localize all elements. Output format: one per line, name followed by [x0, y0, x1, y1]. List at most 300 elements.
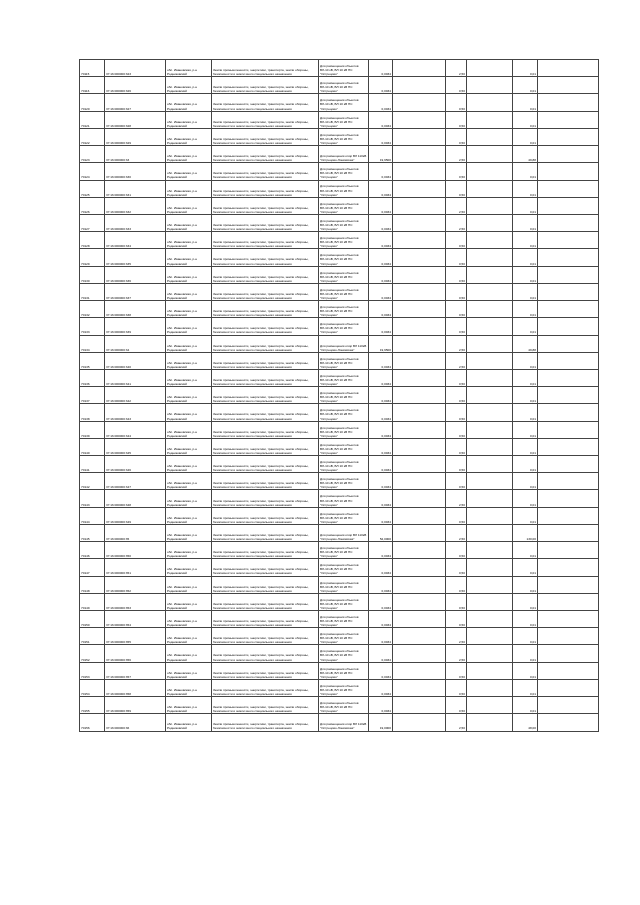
table-row [80, 197, 599, 214]
table-row [80, 146, 599, 163]
permitted-use: Для размещения объектов ВЛ-10 кВ, ВЛ 10 кВ ПС "Острецово" [319, 214, 369, 231]
row-number: 70120 [80, 94, 105, 111]
empty-cell [538, 163, 599, 180]
table-row [80, 352, 599, 369]
row-number: 70155 [80, 697, 105, 714]
rate-value: 0,50 [446, 249, 467, 266]
location: обл. Ивановская, р-н Родниковский [166, 438, 212, 455]
rate-value: 0,50 [446, 404, 467, 421]
table-row [80, 593, 599, 610]
rate-value: 0,50 [446, 128, 467, 145]
empty-cell [538, 77, 599, 94]
rate-value: 0,50 [446, 438, 467, 455]
table-row [80, 180, 599, 197]
empty-cell [393, 180, 446, 197]
permitted-use: Для размещения объектов ВЛ-10 кВ, ВЛ 10 кВ ПС "Острецово" [319, 128, 369, 145]
empty-cell [538, 369, 599, 386]
empty-cell [393, 645, 446, 662]
land-category: Земли промышленности, энергетики, транспорта, земли обороны, безопасности и земли иного специального назначения [212, 369, 319, 386]
permitted-use: Для размещения объектов ВЛ-10 кВ, ВЛ 10 кВ ПС "Острецово" [319, 318, 369, 335]
rate-value: 2,50 [446, 524, 467, 541]
land-category: Земли промышленности, энергетики, транспорта, земли обороны, безопасности и земли иного специального назначения [212, 335, 319, 352]
empty-cell [393, 60, 446, 77]
empty-cell [538, 232, 599, 249]
rate-value: 2,50 [446, 714, 467, 731]
location: обл. Ивановская, р-н Родниковский [166, 576, 212, 593]
sum-value: 0,01 [513, 369, 538, 386]
area-value: 0,0034 [369, 77, 393, 94]
location: обл. Ивановская, р-н Родниковский [166, 180, 212, 197]
rate-value: 0,50 [446, 576, 467, 593]
rate-value: 0,50 [446, 421, 467, 438]
empty-cell [393, 77, 446, 94]
area-value: 0,0034 [369, 111, 393, 128]
row-number: 70154 [80, 679, 105, 696]
cadastral-number: 37:16:000000:348 [105, 490, 166, 507]
row-number: 70152 [80, 645, 105, 662]
cadastral-number: 37:16:000000:340 [105, 352, 166, 369]
empty-cell [538, 628, 599, 645]
cadastral-number: 37:16:000000:33 [105, 146, 166, 163]
cadastral-number: 37:16:000000:337 [105, 283, 166, 300]
sum-value: 0,01 [513, 111, 538, 128]
empty-cell [538, 128, 599, 145]
cadastral-number: 37:16:000000:327 [105, 94, 166, 111]
empty-cell [393, 232, 446, 249]
empty-cell [538, 111, 599, 128]
cadastral-number: 37:16:000000:358 [105, 679, 166, 696]
empty-cell [467, 473, 513, 490]
location: обл. Ивановская, р-н Родниковский [166, 628, 212, 645]
location: обл. Ивановская, р-н Родниковский [166, 662, 212, 679]
table-row [80, 318, 599, 335]
empty-cell [467, 507, 513, 524]
permitted-use: Для размещения объектов ВЛ-10 кВ, ВЛ 10 кВ ПС "Острецово" [319, 111, 369, 128]
land-category: Земли промышленности, энергетики, транспорта, земли обороны, безопасности и земли иного специального назначения [212, 524, 319, 541]
row-number: 70134 [80, 335, 105, 352]
area-value: 0,0034 [369, 128, 393, 145]
empty-cell [538, 438, 599, 455]
location: обл. Ивановская, р-н Родниковский [166, 387, 212, 404]
empty-cell [538, 180, 599, 197]
area-value: 0,0034 [369, 266, 393, 283]
permitted-use: Для размещения объектов ВЛ-10 кВ, ВЛ 10 кВ ПС "Острецово" [319, 628, 369, 645]
location: обл. Ивановская, р-н Родниковский [166, 404, 212, 421]
empty-cell [393, 421, 446, 438]
table-row [80, 697, 599, 714]
cadastral-number: 37:16:000000:36 [105, 714, 166, 731]
table-row [80, 421, 599, 438]
empty-cell [393, 352, 446, 369]
location: обл. Ивановская, р-н Родниковский [166, 232, 212, 249]
row-number: 70141 [80, 456, 105, 473]
area-value: 0,0034 [369, 301, 393, 318]
table-row [80, 456, 599, 473]
area-value: 52,0000 [369, 524, 393, 541]
area-value: 0,0034 [369, 697, 393, 714]
cadastral-number: 37:16:000000:334 [105, 232, 166, 249]
area-value: 0,0034 [369, 421, 393, 438]
area-value: 0,0034 [369, 283, 393, 300]
location: обл. Ивановская, р-н Родниковский [166, 369, 212, 386]
cadastral-number: 37:16:000000:355 [105, 628, 166, 645]
location: обл. Ивановская, р-н Родниковский [166, 645, 212, 662]
empty-cell [393, 456, 446, 473]
empty-cell [467, 576, 513, 593]
sum-value: 49,88 [513, 146, 538, 163]
permitted-use: Для размещения объектов ВЛ-10 кВ, ВЛ 10 кВ ПС "Острецово" [319, 301, 369, 318]
land-category: Земли промышленности, энергетики, транспорта, земли обороны, безопасности и земли иного специального назначения [212, 507, 319, 524]
permitted-use: Для размещения объектов ВЛ-10 кВ, ВЛ 10 кВ ПС "Острецово" [319, 352, 369, 369]
land-category: Земли промышленности, энергетики, транспорта, земли обороны, безопасности и земли иного специального назначения [212, 593, 319, 610]
row-number: 70130 [80, 266, 105, 283]
area-value: 0,0034 [369, 94, 393, 111]
permitted-use: Для размещения объектов ВЛ-10 кВ, ВЛ 10 кВ ПС "Острецово" [319, 438, 369, 455]
area-value: 0,0034 [369, 438, 393, 455]
land-category: Земли промышленности, энергетики, транспорта, земли обороны, безопасности и земли иного специального назначения [212, 628, 319, 645]
rate-value: 0,50 [446, 266, 467, 283]
empty-cell [393, 266, 446, 283]
sum-value: 0,01 [513, 283, 538, 300]
area-value: 0,0034 [369, 542, 393, 559]
row-number: 70156 [80, 714, 105, 731]
land-category: Земли промышленности, энергетики, транспорта, земли обороны, безопасности и земли иного специального назначения [212, 611, 319, 628]
rate-value: 2,50 [446, 197, 467, 214]
empty-cell [393, 404, 446, 421]
empty-cell [467, 611, 513, 628]
rate-value: 0,50 [446, 94, 467, 111]
rate-value: 0,50 [446, 679, 467, 696]
cadastral-number: 37:16:000000:357 [105, 662, 166, 679]
sum-value: 0,01 [513, 576, 538, 593]
rate-value: 0,50 [446, 369, 467, 386]
sum-value: 0,01 [513, 197, 538, 214]
empty-cell [467, 180, 513, 197]
empty-cell [538, 94, 599, 111]
permitted-use: Для размещения объектов ВЛ-10 кВ, ВЛ 10 кВ ПС "Острецово" [319, 662, 369, 679]
area-value: 0,0034 [369, 180, 393, 197]
empty-cell [467, 214, 513, 231]
cadastral-number: 37:16:000000:341 [105, 369, 166, 386]
cadastral-number: 37:16:000000:347 [105, 473, 166, 490]
empty-cell [538, 249, 599, 266]
empty-cell [393, 197, 446, 214]
land-category: Земли промышленности, энергетики, транспорта, земли обороны, безопасности и земли иного специального назначения [212, 60, 319, 77]
rate-value: 2,50 [446, 335, 467, 352]
row-number: 70124 [80, 163, 105, 180]
permitted-use: Для размещения объектов ВЛ-10 кВ, ВЛ 10 кВ ПС "Острецово" [319, 679, 369, 696]
sum-value: 0,01 [513, 662, 538, 679]
land-category: Земли промышленности, энергетики, транспорта, земли обороны, безопасности и земли иного специального назначения [212, 77, 319, 94]
table-row [80, 232, 599, 249]
cadastral-number: 37:16:000000:345 [105, 438, 166, 455]
table-row [80, 266, 599, 283]
empty-cell [393, 679, 446, 696]
location: обл. Ивановская, р-н Родниковский [166, 283, 212, 300]
permitted-use: Для размещения объектов ВЛ-10 кВ, ВЛ 10 кВ ПС "Острецово" [319, 387, 369, 404]
area-value: 0,0034 [369, 249, 393, 266]
row-number: 70121 [80, 111, 105, 128]
row-number: 70148 [80, 576, 105, 593]
permitted-use: Для размещения объектов ВЛ-10 кВ, ВЛ 10 кВ ПС "Острецово" [319, 180, 369, 197]
empty-cell [538, 714, 599, 731]
empty-cell [467, 714, 513, 731]
land-category: Земли промышленности, энергетики, транспорта, земли обороны, безопасности и земли иного специального назначения [212, 301, 319, 318]
empty-cell [467, 679, 513, 696]
cadastral-number: 37:16:000000:335 [105, 249, 166, 266]
location: обл. Ивановская, р-н Родниковский [166, 214, 212, 231]
empty-cell [538, 335, 599, 352]
row-number: 70123 [80, 146, 105, 163]
permitted-use: Для размещения объектов ВЛ-10 кВ, ВЛ 10 кВ ПС "Острецово" [319, 163, 369, 180]
row-number: 70144 [80, 507, 105, 524]
land-registry-table [79, 59, 599, 732]
empty-cell [538, 524, 599, 541]
row-number: 70147 [80, 559, 105, 576]
sum-value: 0,01 [513, 301, 538, 318]
empty-cell [467, 94, 513, 111]
rate-value: 0,50 [446, 77, 467, 94]
empty-cell [538, 214, 599, 231]
rate-value: 0,50 [446, 473, 467, 490]
empty-cell [393, 318, 446, 335]
location: обл. Ивановская, р-н Родниковский [166, 318, 212, 335]
location: обл. Ивановская, р-н Родниковский [166, 249, 212, 266]
land-category: Земли промышленности, энергетики, транспорта, земли обороны, безопасности и земли иного специального назначения [212, 232, 319, 249]
row-number: 70142 [80, 473, 105, 490]
empty-cell [467, 77, 513, 94]
sum-value: 0,01 [513, 438, 538, 455]
cadastral-number: 37:16:000000:349 [105, 507, 166, 524]
land-category: Земли промышленности, энергетики, транспорта, земли обороны, безопасности и земли иного специального назначения [212, 283, 319, 300]
area-value: 0,0034 [369, 197, 393, 214]
empty-cell [393, 697, 446, 714]
table-row [80, 473, 599, 490]
permitted-use: Для размещения объектов ВЛ-10 кВ, ВЛ 10 кВ ПС "Острецово" [319, 283, 369, 300]
land-category: Земли промышленности, энергетики, транспорта, земли обороны, безопасности и земли иного специального назначения [212, 542, 319, 559]
location: обл. Ивановская, р-н Родниковский [166, 335, 212, 352]
row-number: 70127 [80, 214, 105, 231]
rate-value: 0,50 [446, 697, 467, 714]
cadastral-number: 37:16:000000:338 [105, 301, 166, 318]
land-category: Земли промышленности, энергетики, транспорта, земли обороны, безопасности и земли иного специального назначения [212, 473, 319, 490]
cadastral-number: 37:16:000000:359 [105, 697, 166, 714]
table-row [80, 163, 599, 180]
table-row [80, 490, 599, 507]
area-value: 0,0034 [369, 163, 393, 180]
cadastral-number: 37:16:000000:34 [105, 335, 166, 352]
sum-value: 0,01 [513, 611, 538, 628]
row-number: 70135 [80, 352, 105, 369]
table-row [80, 438, 599, 455]
empty-cell [467, 697, 513, 714]
area-value: 19,9500 [369, 335, 393, 352]
empty-cell [467, 301, 513, 318]
cadastral-number: 37:16:000000:352 [105, 576, 166, 593]
table-row [80, 249, 599, 266]
table-row [80, 645, 599, 662]
area-value: 0,0034 [369, 593, 393, 610]
cadastral-number: 37:16:000000:330 [105, 163, 166, 180]
empty-cell [538, 266, 599, 283]
empty-cell [467, 60, 513, 77]
table-row [80, 60, 599, 77]
table-row [80, 542, 599, 559]
permitted-use: Для размещения объектов ВЛ-10 кВ, ВЛ 10 кВ ПС "Острецово" [319, 473, 369, 490]
table-row [80, 387, 599, 404]
permitted-use: Для размещения объектов ВЛ-10 кВ, ВЛ 10 кВ ПС "Острецово" [319, 249, 369, 266]
table-row [80, 301, 599, 318]
empty-cell [538, 387, 599, 404]
rate-value: 0,50 [446, 542, 467, 559]
table-row [80, 507, 599, 524]
registry-page [79, 59, 565, 732]
row-number: 70143 [80, 490, 105, 507]
sum-value: 0,01 [513, 679, 538, 696]
empty-cell [393, 214, 446, 231]
empty-cell [393, 163, 446, 180]
sum-value: 0,01 [513, 490, 538, 507]
empty-cell [393, 301, 446, 318]
area-value: 0,0034 [369, 387, 393, 404]
location: обл. Ивановская, р-н Родниковский [166, 128, 212, 145]
empty-cell [467, 438, 513, 455]
empty-cell [467, 318, 513, 335]
row-number: 70136 [80, 369, 105, 386]
land-category: Земли промышленности, энергетики, транспорта, земли обороны, безопасности и земли иного специального назначения [212, 249, 319, 266]
rate-value: 0,50 [446, 232, 467, 249]
empty-cell [538, 60, 599, 77]
land-category: Земли промышленности, энергетики, транспорта, земли обороны, безопасности и земли иного специального назначения [212, 197, 319, 214]
row-number: 70126 [80, 197, 105, 214]
cadastral-number: 37:16:000000:356 [105, 645, 166, 662]
table-row [80, 283, 599, 300]
rate-value: 2,50 [446, 628, 467, 645]
rate-value: 0,50 [446, 662, 467, 679]
table-row [80, 77, 599, 94]
land-category: Земли промышленности, энергетики, транспорта, земли обороны, безопасности и земли иного специального назначения [212, 214, 319, 231]
sum-value: 0,01 [513, 266, 538, 283]
row-number: 70150 [80, 611, 105, 628]
sum-value: 0,01 [513, 249, 538, 266]
area-value: 0,0034 [369, 576, 393, 593]
empty-cell [393, 524, 446, 541]
rate-value: 0,50 [446, 611, 467, 628]
area-value: 0,0034 [369, 645, 393, 662]
land-category: Земли промышленности, энергетики, транспорта, земли обороны, безопасности и земли иного специального назначения [212, 318, 319, 335]
sum-value: 0,01 [513, 473, 538, 490]
land-category: Земли промышленности, энергетики, транспорта, земли обороны, безопасности и земли иного специального назначения [212, 266, 319, 283]
location: обл. Ивановская, р-н Родниковский [166, 146, 212, 163]
rate-value: 2,50 [446, 146, 467, 163]
table-row [80, 369, 599, 386]
rate-value: 2,50 [446, 214, 467, 231]
empty-cell [393, 146, 446, 163]
table-row [80, 662, 599, 679]
table-body [80, 60, 599, 732]
row-number: 70145 [80, 524, 105, 541]
empty-cell [393, 542, 446, 559]
land-category: Земли промышленности, энергетики, транспорта, земли обороны, безопасности и земли иного специального назначения [212, 404, 319, 421]
empty-cell [538, 352, 599, 369]
sum-value: 0,01 [513, 180, 538, 197]
sum-value: 0,01 [513, 404, 538, 421]
row-number: 70137 [80, 387, 105, 404]
location: обл. Ивановская, р-н Родниковский [166, 593, 212, 610]
permitted-use: Для размещения объектов ВЛ-10 кВ, ВЛ 10 кВ ПС "Острецово" [319, 197, 369, 214]
permitted-use: Для размещения объектов ВЛ-10 кВ, ВЛ 10 кВ ПС "Острецово" [319, 266, 369, 283]
empty-cell [467, 197, 513, 214]
row-number: 70151 [80, 628, 105, 645]
row-number: 70128 [80, 232, 105, 249]
table-row [80, 128, 599, 145]
cadastral-number: 37:16:000000:326 [105, 77, 166, 94]
empty-cell [467, 559, 513, 576]
location: обл. Ивановская, р-н Родниковский [166, 714, 212, 731]
empty-cell [538, 490, 599, 507]
empty-cell [538, 456, 599, 473]
location: обл. Ивановская, р-н Родниковский [166, 490, 212, 507]
empty-cell [538, 662, 599, 679]
land-category: Земли промышленности, энергетики, транспорта, земли обороны, безопасности и земли иного специального назначения [212, 352, 319, 369]
row-number: 70129 [80, 249, 105, 266]
empty-cell [538, 283, 599, 300]
empty-cell [538, 404, 599, 421]
cadastral-number: 37:16:000000:346 [105, 456, 166, 473]
sum-value: 130,00 [513, 524, 538, 541]
permitted-use: Для размещения объектов ВЛ-10 кВ, ВЛ 10 кВ ПС "Острецово" [319, 404, 369, 421]
empty-cell [393, 507, 446, 524]
location: обл. Ивановская, р-н Родниковский [166, 301, 212, 318]
table-row [80, 559, 599, 576]
permitted-use: Для размещения объектов ВЛ-10 кВ, ВЛ 10 кВ ПС "Острецово" [319, 645, 369, 662]
empty-cell [393, 662, 446, 679]
land-category: Земли промышленности, энергетики, транспорта, земли обороны, безопасности и земли иного специального назначения [212, 421, 319, 438]
land-category: Земли промышленности, энергетики, транспорта, земли обороны, безопасности и земли иного специального назначения [212, 111, 319, 128]
row-number: 70138 [80, 404, 105, 421]
table-row [80, 576, 599, 593]
row-number: 70131 [80, 283, 105, 300]
permitted-use: Для размещения объектов ВЛ-10 кВ, ВЛ 10 кВ ПС "Острецово" [319, 77, 369, 94]
empty-cell [393, 593, 446, 610]
permitted-use: Для размещения объектов ВЛ-10 кВ, ВЛ 10 кВ ПС "Острецово" [319, 456, 369, 473]
empty-cell [393, 576, 446, 593]
location: обл. Ивановская, р-н Родниковский [166, 559, 212, 576]
location: обл. Ивановская, р-н Родниковский [166, 421, 212, 438]
empty-cell [393, 714, 446, 731]
land-category: Земли промышленности, энергетики, транспорта, земли обороны, безопасности и земли иного специального назначения [212, 387, 319, 404]
empty-cell [467, 645, 513, 662]
area-value: 19,9500 [369, 146, 393, 163]
location: обл. Ивановская, р-н Родниковский [166, 352, 212, 369]
permitted-use: Для размещения объектов ВЛ-10 кВ, ВЛ 10 кВ ПС "Острецово" [319, 593, 369, 610]
land-category: Земли промышленности, энергетики, транспорта, земли обороны, безопасности и земли иного специального назначения [212, 490, 319, 507]
area-value: 0,0034 [369, 611, 393, 628]
sum-value: 0,01 [513, 163, 538, 180]
land-category: Земли промышленности, энергетики, транспорта, земли обороны, безопасности и земли иного специального назначения [212, 576, 319, 593]
cadastral-number: 37:16:000000:336 [105, 266, 166, 283]
empty-cell [467, 111, 513, 128]
empty-cell [538, 697, 599, 714]
location: обл. Ивановская, р-н Родниковский [166, 697, 212, 714]
land-category: Земли промышленности, энергетики, транспорта, земли обороны, безопасности и земли иного специального назначения [212, 697, 319, 714]
empty-cell [538, 559, 599, 576]
sum-value: 0,01 [513, 214, 538, 231]
area-value: 0,0034 [369, 352, 393, 369]
empty-cell [467, 490, 513, 507]
location: обл. Ивановская, р-н Родниковский [166, 507, 212, 524]
empty-cell [467, 456, 513, 473]
